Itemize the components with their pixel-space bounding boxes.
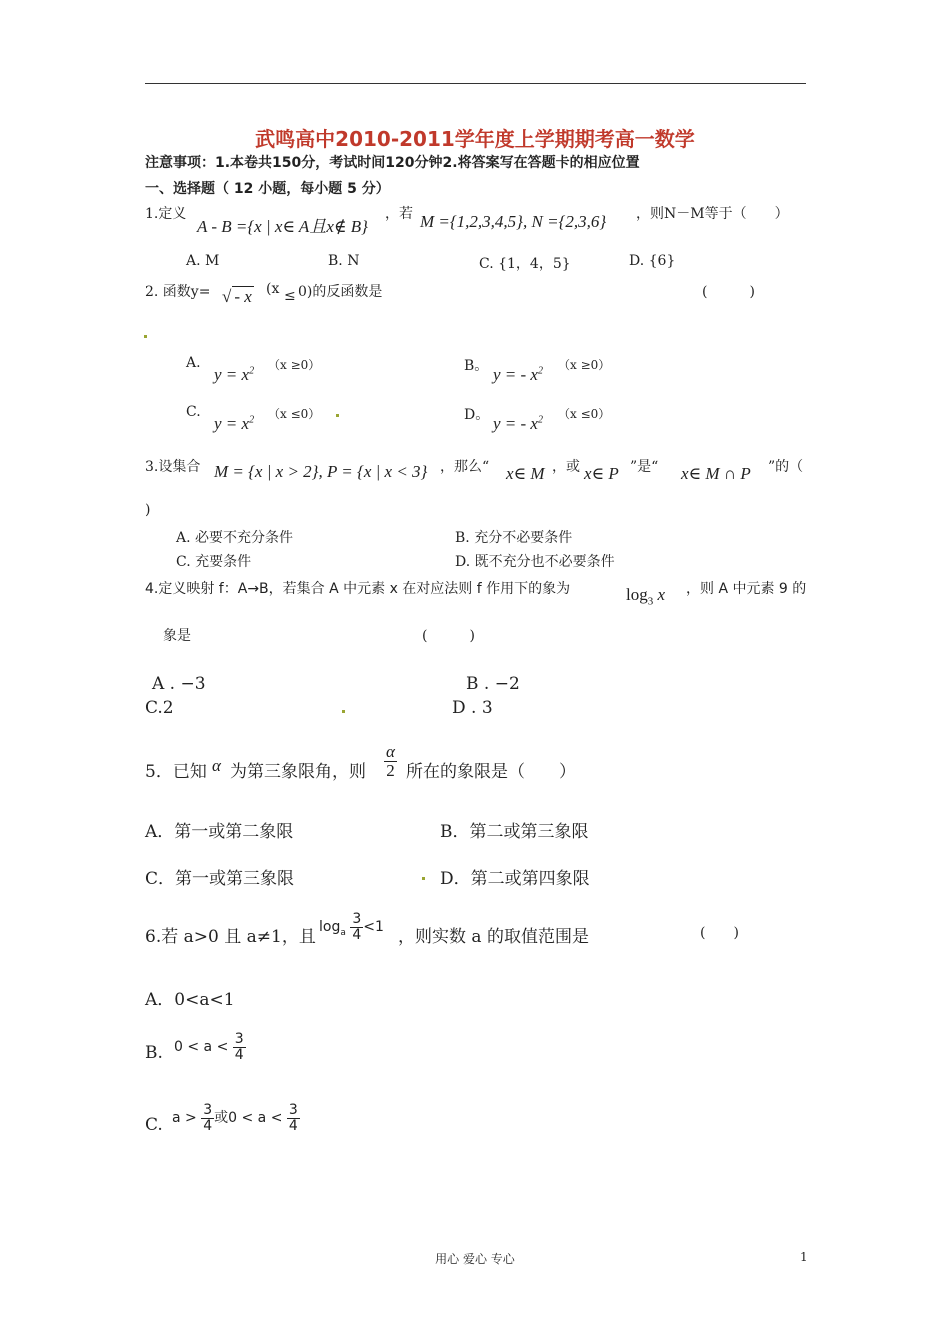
q4-line1: 4.定义映射 f：A→B，若集合 A 中元素 x 在对应法则 f 作用下的象为 <box>145 581 571 597</box>
q5-option-b: B．第二或第三象限 <box>440 822 589 842</box>
q2-option-a-cond: （x ≥0） <box>268 358 321 372</box>
q3-option-d: D. 既不充分也不必要条件 <box>455 554 615 570</box>
exam-title: 武鸣高中2010-2011学年度上学期期考高一数学 <box>255 127 695 151</box>
q3-mid2: ，或 <box>552 459 580 475</box>
q1-prefix: 1.定义 <box>145 206 187 222</box>
q4-log-base: 3 <box>647 595 654 608</box>
q6-option-c-den1: 4 <box>203 1117 213 1134</box>
q5-suffix: 所在的象限是（ ） <box>406 762 576 782</box>
q3-mid3: ”是“ <box>630 459 659 475</box>
q4-option-c: C.2 <box>145 698 174 718</box>
q5-prefix: 5．已知 <box>145 762 207 782</box>
q4-option-b: B . −2 <box>466 674 520 694</box>
q3-option-c: C. 充要条件 <box>176 554 252 570</box>
q6-log-expr <box>319 912 384 942</box>
q2-option-c-exp: 2 <box>249 414 255 426</box>
q6-suffix: ，则实数 a 的取值范围是 <box>398 927 589 947</box>
q6-option-c-num2: 3 <box>288 1102 298 1118</box>
speck <box>422 877 425 880</box>
q1-sets: M ={1,2,3,4,5}, N ={2,3,6} <box>420 212 607 231</box>
q2-radicand: - x <box>234 287 252 306</box>
q5-option-d: D．第二或第四象限 <box>440 869 590 889</box>
q2-option-c-label: C. <box>186 404 201 420</box>
q6-option-b-num: 3 <box>234 1031 244 1047</box>
footer-slogan: 用心 爱心 专心 <box>435 1252 515 1266</box>
notice: 注意事项：1.本卷共150分，考试时间120分钟2.将答案写在答题卡的相应位置 <box>145 155 640 171</box>
q2-option-b-base: y = - x <box>493 365 538 384</box>
q6-lt: <1 <box>363 919 384 936</box>
q6-option-c-mid: 或0 < a < <box>214 1110 283 1127</box>
q6-prefix: 6.若 a>0 且 a≠1，且 <box>145 927 316 947</box>
q6-log-base: a <box>340 927 346 938</box>
q6-option-b-pre: 0 < a < <box>174 1039 229 1056</box>
q2-prefix: 2. 函数y= <box>145 284 211 300</box>
q3-expr3: x∈ M ∩ P <box>681 464 751 483</box>
section-heading: 一、选择题（ 12 小题，每小题 5 分） <box>145 181 390 197</box>
q6-option-c-num1: 3 <box>203 1102 213 1118</box>
q5-frac-den: 2 <box>386 760 395 780</box>
q6-frac-den: 4 <box>352 926 362 943</box>
q1-option-a: A. M <box>186 253 220 269</box>
q2-option-b-expr <box>493 365 543 385</box>
q2-cond-close: 0)的反函数是 <box>298 284 383 300</box>
q4-line1-end: ，则 A 中元素 9 的 <box>686 581 807 597</box>
q3-mid1: ，那么“ <box>440 459 490 475</box>
q2-option-c-cond: （x ≤0） <box>268 407 321 421</box>
q3-sets: M = {x | x > 2}, P = {x | x < 3} <box>214 462 428 481</box>
q2-option-a-expr <box>214 365 254 385</box>
q6-log: log <box>319 919 341 936</box>
q5-frac-num: α <box>386 742 395 761</box>
q1-suffix: ，则N－M等于（ ） <box>636 206 789 222</box>
q2-cond-open: (x <box>266 281 280 297</box>
q5-option-a: A．第一或第二象限 <box>145 822 294 842</box>
q2-option-a-base: y = x <box>214 365 250 384</box>
q1-option-d: D. {6} <box>629 253 676 269</box>
header-rule <box>145 83 806 84</box>
q5-alpha: α <box>212 756 221 775</box>
q2-paren: ( ) <box>702 284 755 300</box>
q3-mid4: ”的（ <box>768 459 804 475</box>
q6-option-b-expr <box>174 1032 246 1062</box>
q1-option-c: C. {1，4，5} <box>479 256 571 272</box>
q6-option-a: A．0<a<1 <box>145 990 235 1010</box>
q4-paren: ( ) <box>422 628 475 644</box>
q1-definition: A - B ={x | x∈ A且x∉ B} <box>197 217 368 236</box>
speck <box>342 710 345 713</box>
q3-option-b: B. 充分不必要条件 <box>455 530 573 546</box>
q4-option-a: A . −3 <box>152 674 206 694</box>
q2-option-a-exp: 2 <box>249 365 255 377</box>
q2-option-d-cond: （x ≤0） <box>558 407 611 421</box>
q4-line2: 象是 <box>163 628 191 644</box>
q3-expr2: x∈ P <box>584 464 619 483</box>
q2-option-c-expr <box>214 414 254 434</box>
q3-expr1: x∈ M <box>506 464 545 483</box>
q2-option-d-base: y = - x <box>493 414 538 433</box>
q5-option-c: C．第一或第三象限 <box>145 869 295 889</box>
q1-mid: ，若 <box>385 206 413 222</box>
page-number: 1 <box>800 1250 808 1264</box>
q6-option-b-den: 4 <box>234 1046 244 1063</box>
q3-option-a: A. 必要不充分条件 <box>176 530 294 546</box>
q2-sqrt: √ - x <box>222 287 252 306</box>
q6-paren: ( ) <box>700 925 739 941</box>
q2-option-d-label: D。 <box>464 407 490 423</box>
q4-log-text: log <box>626 585 648 604</box>
q2-cond-sym: ≤ <box>284 288 296 304</box>
q1-option-b: B. N <box>328 253 360 269</box>
q4-option-d: D . 3 <box>452 698 493 718</box>
q6-option-b-label: B. <box>145 1043 163 1063</box>
q5-mid: 为第三象限角，则 <box>230 762 366 782</box>
q6-option-c-expr <box>172 1103 300 1133</box>
q2-option-b-exp: 2 <box>537 365 543 377</box>
q2-option-a-label: A. <box>186 355 201 371</box>
q2-option-b-label: B。 <box>464 358 489 374</box>
q6-frac-num: 3 <box>352 911 362 927</box>
q6-option-c-pre: a > <box>172 1110 197 1127</box>
q3-prefix: 3.设集合 <box>145 459 201 475</box>
speck <box>144 335 147 338</box>
q2-option-d-expr <box>493 414 543 434</box>
q5-fraction <box>384 743 397 780</box>
q2-option-c-base: y = x <box>214 414 250 433</box>
speck <box>336 414 339 417</box>
q2-option-d-exp: 2 <box>537 414 543 426</box>
q6-option-c-label: C. <box>145 1115 163 1135</box>
q3-close: ) <box>145 502 151 518</box>
q4-log <box>626 585 665 607</box>
q2-option-b-cond: （x ≥0） <box>558 358 611 372</box>
q6-option-c-den2: 4 <box>288 1117 298 1134</box>
q4-log-var: x <box>657 585 666 604</box>
